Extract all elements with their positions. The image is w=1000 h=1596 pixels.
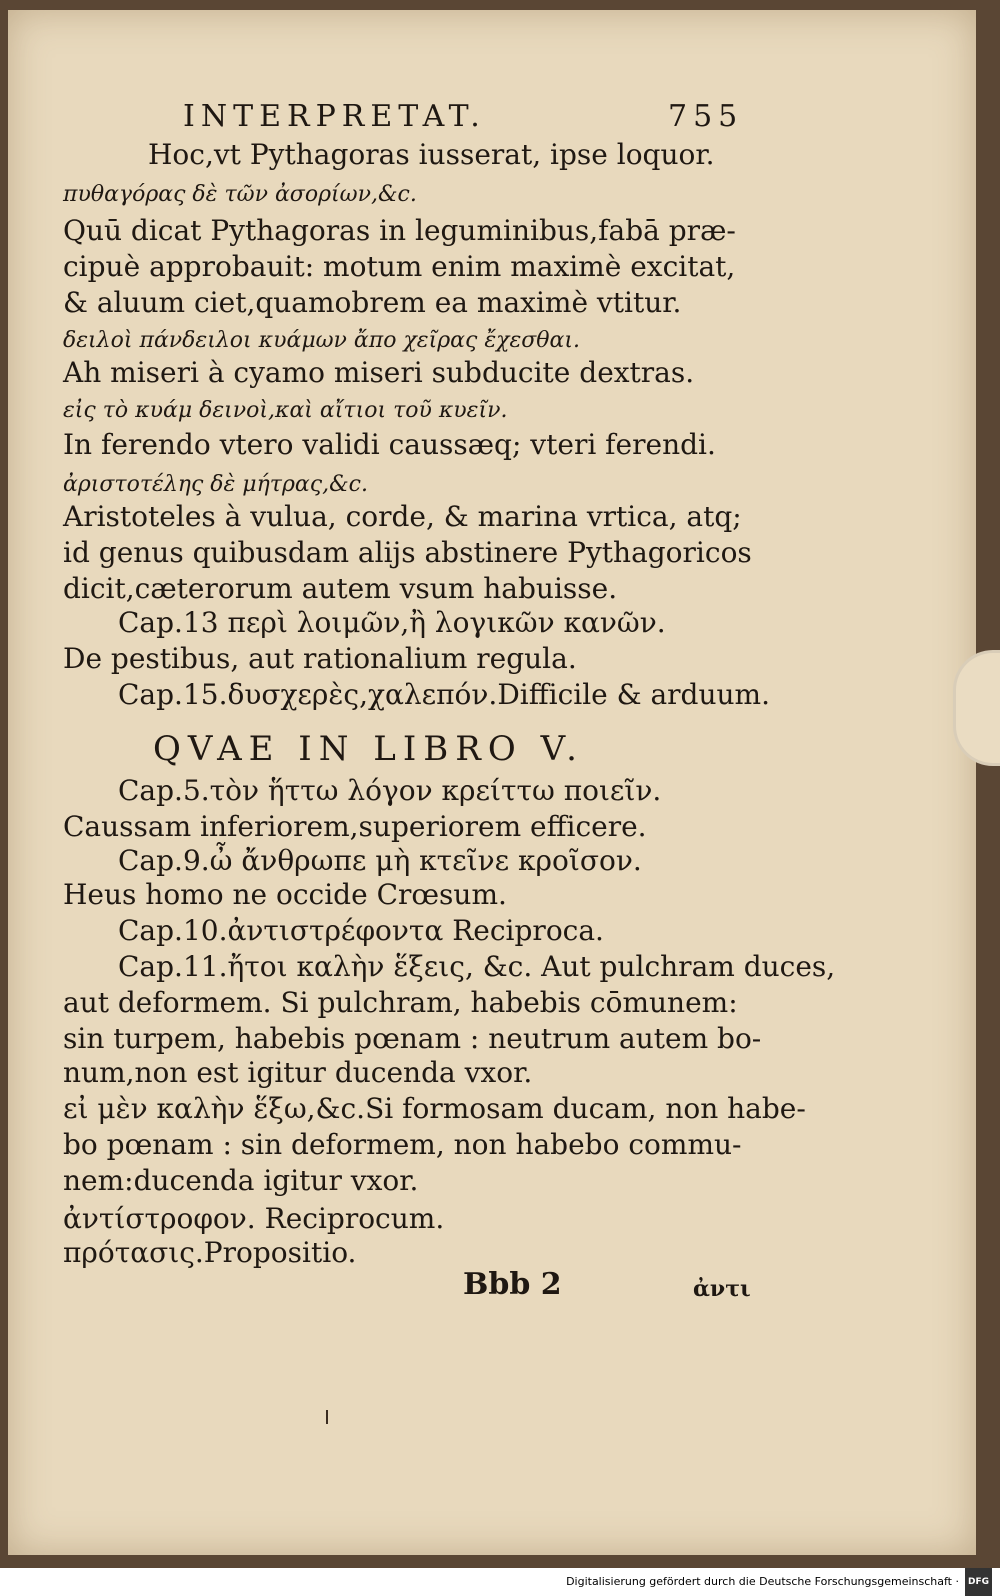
text-line: Quū dicat Pythagoras in leguminibus,fabā præ-	[63, 214, 736, 247]
text-line: & aluum ciet,quamobrem ea maximè vtitur.	[63, 286, 682, 319]
page-number: 755	[668, 99, 744, 134]
greek-line: εἰς τὸ κυάμ δεινοὶ,καὶ αἴτιοι τοῦ κυεῖν.	[63, 398, 508, 423]
text-line: Cap.5.τὸν ἥττω λόγον κρείττω ποιεῖν.	[118, 774, 662, 807]
text-line: id genus quibusdam alijs abstinere Pythagoricos	[63, 536, 752, 569]
text-line: sin turpem, habebis pœnam : neutrum autem bo-	[63, 1022, 762, 1055]
signature-mark: Bbb 2	[463, 1267, 562, 1302]
page-content	[8, 10, 976, 1555]
text-line: εἰ μὲν καλὴν ἕξω,&c.Si formosam ducam, non habe-	[63, 1092, 806, 1125]
text-line: πρότασις.Propositio.	[63, 1236, 357, 1269]
text-line: Caussam inferiorem,superiorem efficere.	[63, 810, 647, 843]
text-line: Cap.9.ὦ ἄνθρωπε μὴ κτεῖνε κροῖσον.	[118, 844, 642, 877]
dfg-logo-icon: DFG	[965, 1568, 992, 1596]
text-line: De pestibus, aut rationalium regula.	[63, 642, 577, 675]
greek-line: πυθαγόρας δὲ τῶν ἀσορίων,&c.	[63, 182, 417, 207]
text-line: dicit,cæterorum autem vsum habuisse.	[63, 572, 618, 605]
greek-line: δειλοὶ πάνδειλοι κυάμων ἄπο χεῖρας ἔχεσθαι.	[63, 328, 581, 353]
text-line: num,non est igitur ducenda vxor.	[63, 1056, 533, 1089]
text-line: nem:ducenda igitur vxor.	[63, 1164, 419, 1197]
text-line: bo pœnam : sin deformem, non habebo commu-	[63, 1128, 742, 1161]
text-line: Aristoteles à vulua, corde, & marina vrtica, atq;	[63, 500, 742, 533]
text-line: ἀντίστροφον. Reciprocum.	[63, 1202, 445, 1235]
footer-credit	[0, 1568, 1000, 1594]
text-line: cipuè approbauit: motum enim maximè excitat,	[63, 250, 736, 283]
text-line: Cap.11.ἤτοι καλὴν ἕξεις, &c. Aut pulchram duces,	[118, 950, 836, 983]
running-head: INTERPRETAT.	[183, 99, 486, 134]
book-page	[8, 10, 976, 1555]
text-line: Ah miseri à cyamo miseri subducite dextras.	[63, 356, 695, 389]
text-line: Hoc,vt Pythagoras iusserat, ipse loquor.	[148, 138, 715, 171]
catchword: ἀντι	[693, 1276, 751, 1302]
footer-text: Digitalisierung gefördert durch die Deutsche Forschungsgemeinschaft ·	[566, 1575, 959, 1588]
text-line: In ferendo vtero validi caussæq; vteri ferendi.	[63, 428, 716, 461]
text-line: aut deformem. Si pulchram, habebis cōmunem:	[63, 986, 738, 1019]
text-line: Cap.15.δυσχερὲς,χαλεπόν.Difficile & arduum.	[118, 678, 770, 711]
greek-line: ἀριστοτέλης δὲ μήτρας,&c.	[63, 472, 368, 497]
ink-mark	[326, 1410, 328, 1424]
text-line: Cap.10.ἀντιστρέφοντα Reciproca.	[118, 914, 604, 947]
text-line: Heus homo ne occide Crœsum.	[63, 878, 507, 911]
text-line: Cap.13 περὶ λοιμῶν,ἢ λογικῶν κανῶν.	[118, 606, 666, 639]
section-title: QVAE IN LIBRO V.	[153, 729, 584, 769]
